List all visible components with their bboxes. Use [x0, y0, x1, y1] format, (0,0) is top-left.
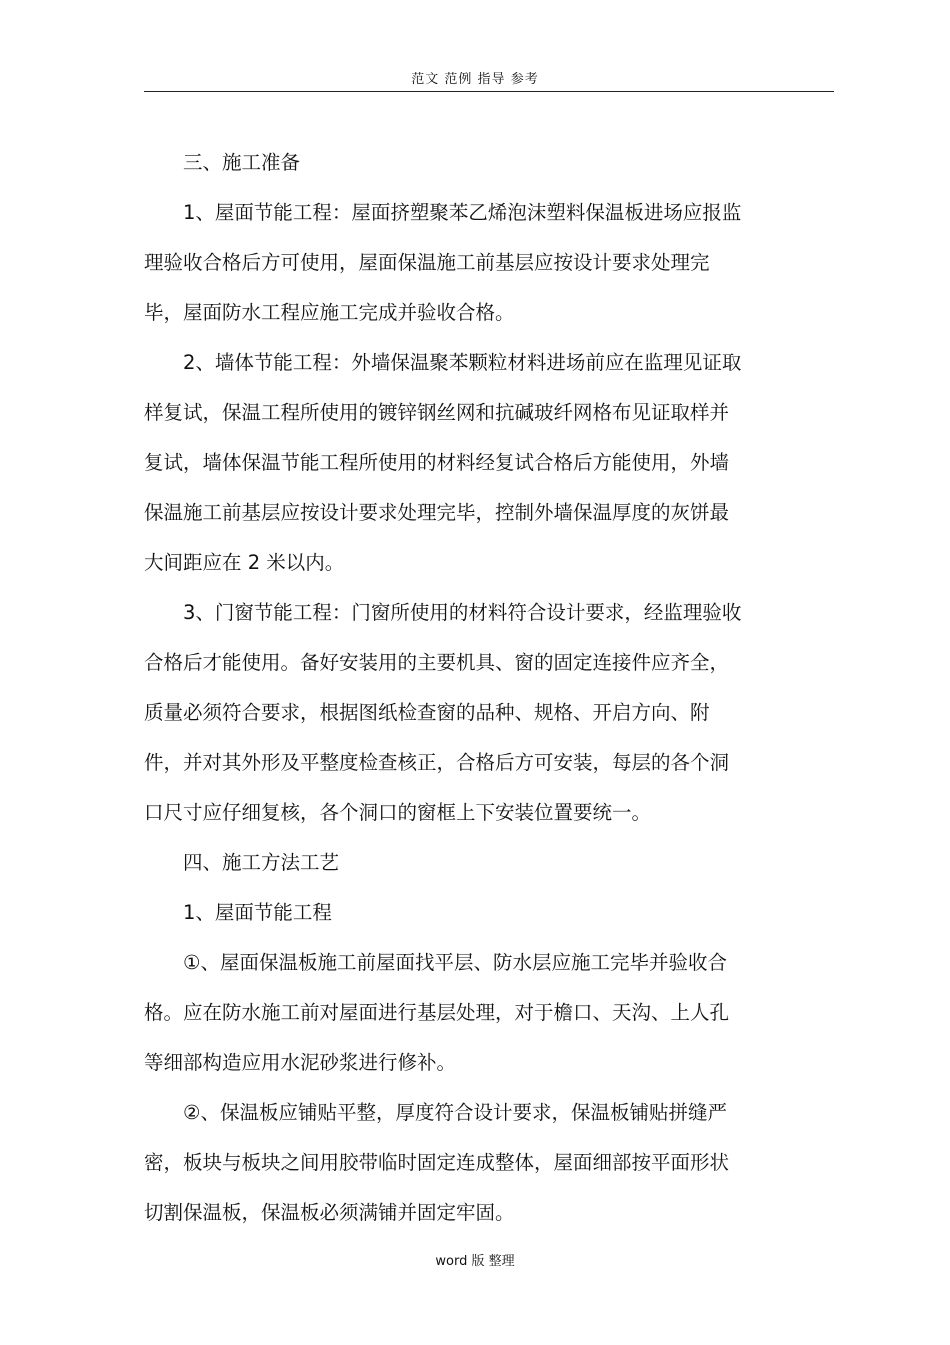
paragraph-line: 件，并对其外形及平整度检查核正，合格后方可安装，每层的各个洞 — [144, 751, 730, 774]
paragraph-line: 样复试，保温工程所使用的镀锌钢丝网和抗碱玻纤网格布见证取样并 — [144, 401, 730, 424]
document-body — [144, 138, 834, 1238]
paragraph-line: 保温施工前基层应按设计要求处理完毕，控制外墙保温厚度的灰饼最 — [144, 501, 730, 524]
section-heading: 三、施工准备 — [183, 151, 301, 174]
paragraph-line: 1、屋面节能工程：屋面挤塑聚苯乙烯泡沫塑料保温板进场应报监 — [183, 201, 742, 224]
paragraph-line: 复试，墙体保温节能工程所使用的材料经复试合格后方能使用，外墙 — [144, 451, 730, 474]
header-rule — [144, 91, 834, 92]
page-header: 范文 范例 指导 参考 — [411, 72, 539, 87]
paragraph-line: 切割保温板，保温板必须满铺并固定牢固。 — [144, 1201, 515, 1224]
paragraph-line: 毕，屋面防水工程应施工完成并验收合格。 — [144, 301, 515, 324]
paragraph-line: 合格后才能使用。备好安装用的主要机具、窗的固定连接件应齐全， — [144, 651, 730, 674]
paragraph-line: 大间距应在 2 米以内。 — [144, 551, 345, 574]
paragraph-line: 口尺寸应仔细复核，各个洞口的窗框上下安装位置要统一。 — [144, 801, 652, 824]
page-footer: word 版 整理 — [435, 1254, 515, 1269]
paragraph-line: 格。应在防水施工前对屋面进行基层处理，对于檐口、天沟、上人孔 — [144, 1001, 730, 1024]
paragraph-line: 等细部构造应用水泥砂浆进行修补。 — [144, 1051, 457, 1074]
paragraph-line: 3、门窗节能工程：门窗所使用的材料符合设计要求，经监理验收 — [183, 601, 742, 624]
paragraph-line: ①、屋面保温板施工前屋面找平层、防水层应施工完毕并验收合 — [183, 951, 727, 974]
paragraph-line: ②、保温板应铺贴平整，厚度符合设计要求，保温板铺贴拼缝严 — [183, 1101, 727, 1124]
paragraph-line: 密，板块与板块之间用胶带临时固定连成整体，屋面细部按平面形状 — [144, 1151, 730, 1174]
paragraph-line: 质量必须符合要求，根据图纸检查窗的品种、规格、开启方向、附 — [144, 701, 710, 724]
paragraph-line: 2、墙体节能工程：外墙保温聚苯颗粒材料进场前应在监理见证取 — [183, 351, 742, 374]
section-heading: 四、施工方法工艺 — [183, 851, 340, 874]
subsection-heading: 1、屋面节能工程 — [183, 901, 332, 924]
paragraph-line: 理验收合格后方可使用，屋面保温施工前基层应按设计要求处理完 — [144, 251, 710, 274]
